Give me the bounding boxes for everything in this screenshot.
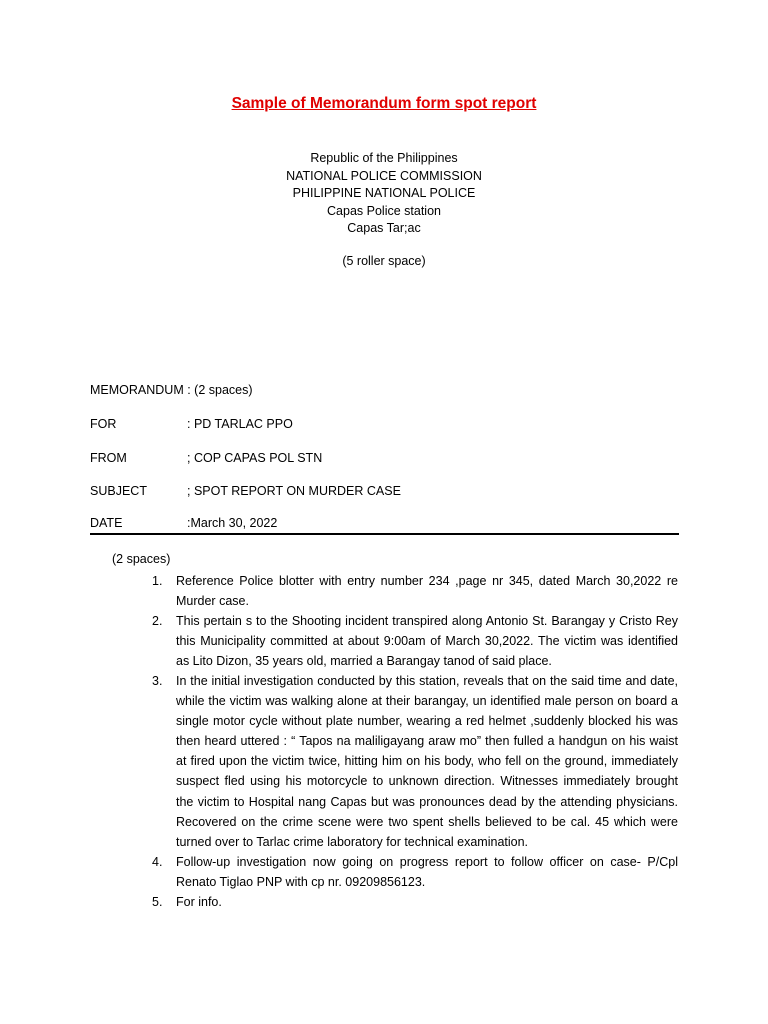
letterhead-station: Capas Police station — [327, 203, 441, 218]
memo-from-row — [90, 450, 322, 466]
list-item-number: 4. — [152, 854, 163, 869]
memorandum-heading: MEMORANDUM : (2 spaces) — [90, 383, 253, 397]
memo-date-row — [90, 515, 277, 531]
document-title: Sample of Memorandum form spot report — [231, 95, 537, 112]
memo-subject-label: SUBJECT — [90, 484, 147, 498]
memo-for-label: FOR — [90, 417, 117, 431]
list-item-number: 3. — [152, 674, 163, 689]
memo-from-label: FROM — [90, 451, 127, 465]
memo-date-value: :March 30, 2022 — [187, 516, 278, 530]
header-divider — [90, 533, 679, 535]
list-item-text: Follow-up investigation now going on progress report to follow officer on case- P/Cpl Renato Tiglao PNP with cp nr. 09209856123. — [176, 854, 678, 889]
letterhead-napolcom: NATIONAL POLICE COMMISSION — [286, 168, 482, 183]
memo-for-row — [90, 416, 293, 432]
list-item-text: This pertain s to the Shooting incident transpired along Antonio St. Barangay y Cristo Rey this Municipality committed at about 9:00am of March 30,2022. The victim was identified as Lito Dizon, 35 years old, married a Barangay tanod of said place. — [176, 614, 678, 669]
body-spacing-note: (2 spaces) — [112, 552, 171, 566]
list-item-number: 1. — [152, 574, 163, 588]
letterhead-republic: Republic of the Philippines — [310, 151, 458, 165]
list-item — [152, 892, 678, 912]
memo-subject-row — [90, 483, 401, 499]
list-item-text: For info. — [176, 894, 222, 909]
report-items — [152, 571, 678, 912]
list-item-number: 5. — [152, 894, 163, 909]
memo-for-value: : PD TARLAC PPO — [187, 417, 293, 431]
list-item-text: In the initial investigation conducted by this station, reveals that on the said time and date, while the victim was walking alone at their barangay, un identified male person on board a single motor cycle without plate number, wearing a red helmet ,suddenly blocked his was then heard uttered : “ Tapos na maliligayang araw mo” then fulled a handgun on his waist at fired upon the victim twice, hitting him on his body, who fell on the ground, immediately suspect fled using his motorcycle to unknown direction. Witnesses immediately brought the victim to Hospital nang Capas but was pronounces dead by the attending physicians. Recovered on the crime scene were two spent shells believed to be cal. 45 which were turned over to Tarlac crime laboratory for technical examination. — [176, 674, 678, 849]
memo-from-value: ; COP CAPAS POL STN — [187, 451, 323, 465]
list-item — [152, 571, 678, 611]
list-item-text: Reference Police blotter with entry number 234 ,page nr 345, dated March 30,2022 re Murder case. — [176, 574, 678, 609]
list-item-number: 2. — [152, 614, 163, 629]
memo-date-label: DATE — [90, 516, 123, 530]
list-item — [152, 852, 678, 892]
list-item — [152, 611, 678, 671]
letterhead — [0, 150, 768, 271]
letterhead-spacing-note: (5 roller space) — [342, 253, 426, 268]
letterhead-location: Capas Tar;ac — [347, 221, 421, 236]
letterhead-pnp: PHILIPPINE NATIONAL POLICE — [292, 186, 476, 201]
memo-subject-value: ; SPOT REPORT ON MURDER CASE — [187, 484, 401, 498]
list-item — [152, 671, 678, 851]
